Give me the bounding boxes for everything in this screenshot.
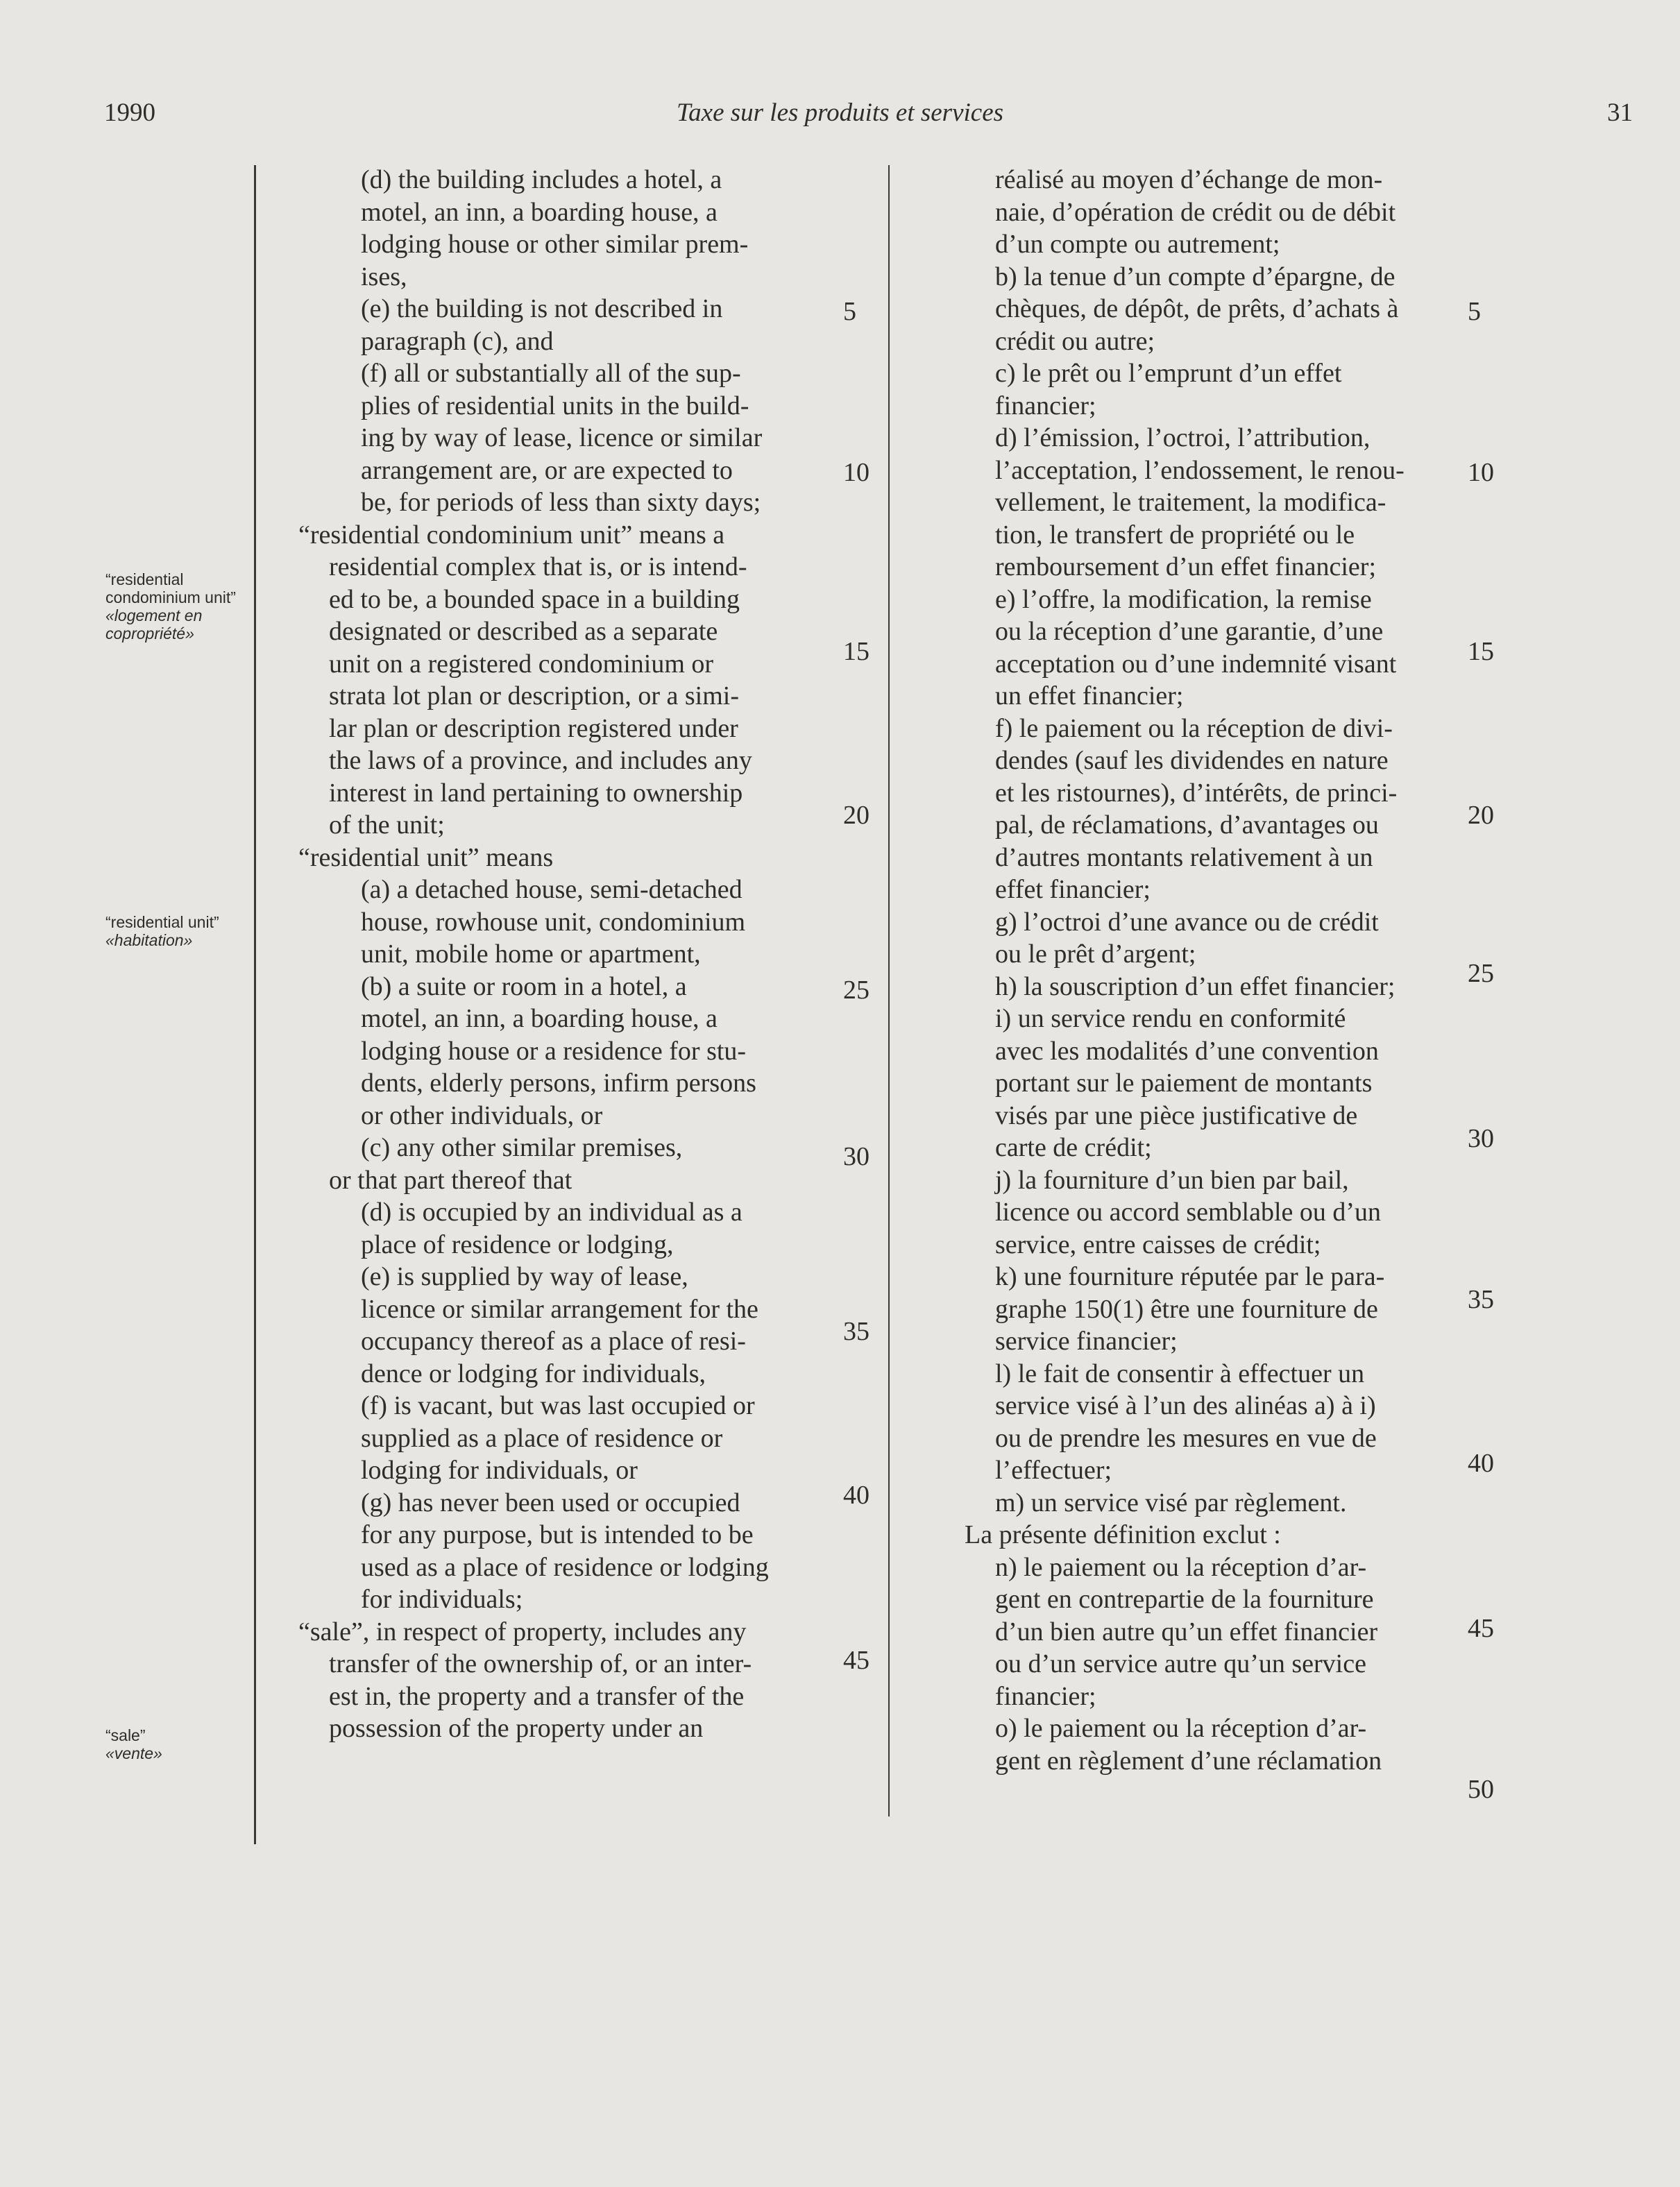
text-line: d) l’émission, l’octroi, l’attribution, (995, 423, 1371, 452)
line-number: 35 (1468, 1285, 1494, 1314)
text-line: m) un service visé par règlement. (995, 1488, 1347, 1517)
text-line: ou de prendre les mesures en vue de (995, 1423, 1377, 1453)
text-line: of the unit; (329, 810, 445, 840)
text-line: naie, d’opération de crédit ou de débit (995, 197, 1396, 227)
english-column (298, 164, 888, 1745)
text-line: tion, le transfert de propriété ou le (995, 520, 1355, 550)
text-line: paragraph (c), and (361, 326, 554, 356)
text-line: lodging house or a residence for stu- (361, 1036, 747, 1066)
line-number: 15 (843, 637, 869, 666)
margin-rule (254, 165, 256, 1844)
text-line: avec les modalités d’une convention (995, 1036, 1379, 1066)
text-line: et les ristournes), d’intérêts, de princi- (995, 778, 1398, 808)
text-line: j) la fourniture d’un bien par bail, (995, 1165, 1349, 1195)
text-line: pal, de réclamations, d’avantages ou (995, 810, 1379, 840)
text-line: or other individuals, or (361, 1100, 603, 1130)
text-line: l’acceptation, l’endossement, le renou- (995, 455, 1405, 485)
text-line: (e) is supplied by way of lease, (361, 1262, 688, 1291)
text-line: possession of the property under an (329, 1714, 704, 1743)
text-line: for any purpose, but is intended to be (361, 1520, 754, 1549)
margin-note-en: “residential unit” (105, 913, 219, 931)
definition-term-line: “residential condominium unit” means a (298, 520, 725, 550)
text-line: portant sur le paiement de montants (995, 1069, 1373, 1098)
margin-note-fr: «habitation» (105, 931, 193, 949)
page-number: 31 (1607, 99, 1633, 127)
text-line: d’un bien autre qu’un effet financier (995, 1617, 1378, 1646)
text-line: house, rowhouse unit, condominium (361, 907, 746, 937)
text-line: l) le fait de consentir à effectuer un (995, 1359, 1365, 1388)
text-line: effet financier; (995, 875, 1151, 904)
header-year: 1990 (104, 99, 155, 127)
margin-note-en: “sale” (105, 1726, 146, 1744)
text-line: unit on a registered condominium or (329, 649, 714, 679)
text-line: (e) the building is not described in (361, 294, 723, 323)
text-line: o) le paiement ou la réception d’ar- (995, 1714, 1367, 1743)
text-line: ed to be, a bounded space in a building (329, 584, 740, 614)
text-line: ou d’un service autre qu’un service (995, 1649, 1366, 1678)
margin-note-residential-unit (105, 913, 244, 949)
text-line: gent en contrepartie de la fourniture (995, 1585, 1374, 1614)
text-line: or that part thereof that (329, 1165, 572, 1195)
text-line: place of residence or lodging, (361, 1229, 674, 1259)
column-rule (888, 165, 890, 1816)
text-line: i) un service rendu en conformité (995, 1004, 1346, 1033)
text-line: supplied as a place of residence or (361, 1423, 723, 1453)
text-line: used as a place of residence or lodging (361, 1552, 769, 1582)
text-line: un effet financier; (995, 681, 1184, 710)
definition-term-line: “sale”, in respect of property, includes any (298, 1617, 747, 1646)
line-number: 10 (843, 458, 869, 487)
text-line: service visé à l’un des alinéas a) à i) (995, 1391, 1376, 1420)
exclusion-heading-line: La présente définition exclut : (965, 1520, 1281, 1549)
text-line: réalisé au moyen d’échange de mon- (995, 165, 1383, 194)
text-line: carte de crédit; (995, 1133, 1152, 1162)
text-line: the laws of a province, and includes any (329, 746, 752, 775)
text-line: licence or similar arrangement for the (361, 1294, 758, 1324)
text-line: (b) a suite or room in a hotel, a (361, 971, 687, 1001)
text-line: chèques, de dépôt, de prêts, d’achats à (995, 294, 1399, 323)
text-line: (f) all or substantially all of the sup- (361, 359, 741, 388)
text-line: financier; (995, 391, 1096, 420)
text-line: (d) the building includes a hotel, a (361, 165, 722, 194)
text-line: be, for periods of less than sixty days; (361, 488, 761, 517)
text-line: h) la souscription d’un effet financier; (995, 971, 1395, 1001)
text-line: lodging house or other similar prem- (361, 230, 749, 259)
line-number: 50 (1468, 1775, 1494, 1804)
margin-note-residential-condominium-unit (105, 570, 244, 643)
line-number: 5 (1468, 297, 1481, 326)
text-line: dents, elderly persons, infirm persons (361, 1069, 756, 1098)
line-number: 35 (843, 1317, 869, 1346)
line-number: 25 (843, 976, 869, 1005)
text-line: (g) has never been used or occupied (361, 1488, 740, 1517)
text-line: for individuals; (361, 1585, 523, 1614)
text-line: strata lot plan or description, or a simi- (329, 681, 739, 710)
line-number: 40 (843, 1481, 869, 1510)
text-line: remboursement d’un effet financier; (995, 552, 1377, 581)
line-number: 45 (1468, 1614, 1494, 1643)
french-column (965, 164, 1471, 1777)
line-number: 20 (1468, 801, 1494, 830)
text-line: designated or described as a separate (329, 617, 718, 646)
text-line: residential complex that is, or is intend- (329, 552, 747, 581)
text-line: (a) a detached house, semi-detached (361, 875, 743, 904)
text-line: l’effectuer; (995, 1456, 1112, 1485)
text-line: occupancy thereof as a place of resi- (361, 1327, 746, 1356)
text-line: g) l’octroi d’une avance ou de crédit (995, 907, 1379, 937)
text-line: financier; (995, 1681, 1096, 1711)
text-line: service, entre caisses de crédit; (995, 1229, 1321, 1259)
text-line: motel, an inn, a boarding house, a (361, 1004, 718, 1033)
line-number: 45 (843, 1646, 869, 1675)
text-line: arrangement are, or are expected to (361, 455, 733, 485)
line-number: 25 (1468, 959, 1494, 988)
text-line: c) le prêt ou l’emprunt d’un effet (995, 359, 1342, 388)
text-line: transfer of the ownership of, or an inter- (329, 1649, 752, 1678)
text-line: k) une fourniture réputée par le para- (995, 1262, 1385, 1291)
text-line: n) le paiement ou la réception d’ar- (995, 1552, 1367, 1582)
text-line: f) le paiement ou la réception de divi- (995, 713, 1393, 743)
text-line: visés par une pièce justificative de (995, 1100, 1358, 1130)
text-line: lar plan or description registered under (329, 713, 738, 743)
text-line: ing by way of lease, licence or similar (361, 423, 763, 452)
text-line: graphe 150(1) être une fourniture de (995, 1294, 1378, 1324)
text-line: gent en règlement d’une réclamation (995, 1746, 1382, 1776)
text-line: crédit ou autre; (995, 326, 1155, 356)
line-number: 10 (1468, 458, 1494, 487)
text-line: (f) is vacant, but was last occupied or (361, 1391, 755, 1420)
text-line: dendes (sauf les dividendes en nature (995, 746, 1389, 775)
margin-note-fr: «vente» (105, 1744, 162, 1762)
line-number: 40 (1468, 1449, 1494, 1478)
header-title: Taxe sur les produits et services (676, 99, 1004, 127)
margin-note-en: “residential condominium unit” (105, 570, 236, 606)
text-line: vellement, le traitement, la modifica- (995, 488, 1386, 517)
text-line: ou le prêt d’argent; (995, 939, 1196, 969)
text-line: interest in land pertaining to ownership (329, 778, 743, 808)
text-line: lodging for individuals, or (361, 1456, 638, 1485)
text-line: plies of residential units in the build- (361, 391, 749, 420)
text-line: unit, mobile home or apartment, (361, 939, 701, 969)
text-line: motel, an inn, a boarding house, a (361, 197, 718, 227)
line-number: 30 (1468, 1124, 1494, 1153)
text-line: (d) is occupied by an individual as a (361, 1198, 743, 1227)
text-line: dence or lodging for individuals, (361, 1359, 706, 1388)
line-number: 5 (843, 297, 856, 326)
text-line: acceptation ou d’une indemnité visant (995, 649, 1397, 679)
text-line: b) la tenue d’un compte d’épargne, de (995, 262, 1395, 291)
text-line: d’un compte ou autrement; (995, 230, 1280, 259)
text-line: e) l’offre, la modification, la remise (995, 584, 1372, 614)
line-number: 30 (843, 1142, 869, 1171)
text-line: (c) any other similar premises, (361, 1133, 683, 1162)
text-line: licence ou accord semblable ou d’un (995, 1198, 1382, 1227)
text-line: ou la réception d’une garantie, d’une (995, 617, 1384, 646)
text-line: ises, (361, 262, 407, 291)
line-number: 15 (1468, 637, 1494, 666)
text-line: d’autres montants relativement à un (995, 842, 1373, 872)
margin-note-fr: «logement en copropriété» (105, 606, 203, 643)
margin-note-sale (105, 1726, 244, 1762)
text-line: est in, the property and a transfer of the (329, 1681, 745, 1711)
definition-term-line: “residential unit” means (298, 842, 554, 872)
line-number: 20 (843, 801, 869, 830)
text-line: service financier; (995, 1327, 1178, 1356)
